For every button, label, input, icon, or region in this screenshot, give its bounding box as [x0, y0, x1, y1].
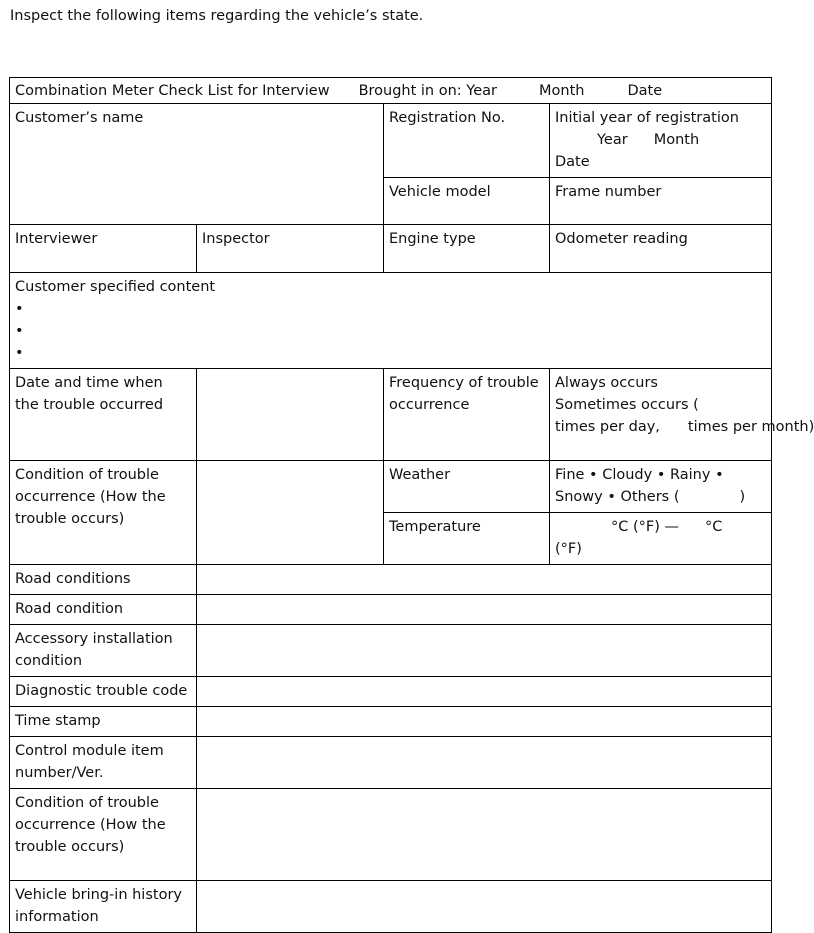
history-row — [10, 881, 772, 933]
content-bullet: • — [15, 345, 24, 361]
condition-cell — [10, 461, 197, 565]
condition-2-row — [10, 789, 772, 881]
customer-content-row — [10, 273, 772, 369]
brought-in-month: Month — [539, 83, 585, 99]
frequency-per-month: times per month) — [687, 419, 814, 435]
weather-rainy: Rainy — [670, 467, 711, 483]
weather-others: Others ( — [620, 489, 680, 505]
road-condition-value — [197, 595, 772, 625]
customer-name-label: Customer’s name — [15, 110, 144, 126]
weather-label: Weather — [389, 467, 451, 483]
condition-2-cell — [10, 789, 197, 881]
weather-cell — [384, 461, 550, 513]
accessory-cell — [10, 625, 197, 677]
interviewer-label: Interviewer — [15, 231, 98, 247]
weather-fine: Fine — [555, 467, 585, 483]
initial-year-cell — [550, 104, 772, 178]
history-cell — [10, 881, 197, 933]
frequency-label: Frequency of trouble occurrence — [389, 375, 539, 413]
control-module-label: Control module item number/Ver. — [15, 743, 164, 781]
road-condition-label: Road condition — [15, 601, 124, 617]
trouble-datetime-cell — [10, 369, 197, 461]
dtc-row — [10, 677, 772, 707]
history-label: Vehicle bring-in history information — [15, 887, 182, 925]
temperature-unit-3: (°F) — [555, 541, 582, 557]
engine-type-label: Engine type — [389, 231, 476, 247]
weather-snowy: Snowy — [555, 489, 603, 505]
customer-content-cell — [10, 273, 772, 369]
content-bullet: • — [15, 323, 24, 339]
bullet: • — [656, 467, 666, 483]
customer-row — [10, 104, 772, 178]
trouble-datetime-value — [197, 369, 384, 461]
time-stamp-row — [10, 707, 772, 737]
dtc-cell — [10, 677, 197, 707]
weather-row — [10, 461, 772, 513]
weather-cloudy: Cloudy — [602, 467, 653, 483]
road-condition-cell — [10, 595, 197, 625]
frame-number-label: Frame number — [555, 184, 662, 200]
header-row — [10, 78, 772, 104]
frequency-options-cell — [550, 369, 814, 461]
engine-type-cell — [384, 225, 550, 273]
registration-no-label: Registration No. — [389, 110, 506, 126]
trouble-time-row — [10, 369, 772, 461]
weather-others-close: ) — [739, 489, 746, 505]
condition-label: Condition of trouble occurrence (How the trouble occurs) — [15, 467, 166, 527]
temperature-cell — [384, 513, 550, 565]
initial-year-label: Initial year of registration — [555, 110, 739, 126]
road-conditions-cell — [10, 565, 197, 595]
bullet: • — [607, 489, 616, 505]
temperature-unit-2: °C — [705, 519, 723, 535]
intro-text: Inspect the following items regarding the vehicle’s state. — [10, 8, 424, 24]
vehicle-model-cell — [384, 178, 550, 225]
trouble-datetime-label: Date and time when the trouble occurred — [15, 375, 164, 413]
road-conditions-row — [10, 565, 772, 595]
accessory-value — [197, 625, 772, 677]
brought-in-date: Date — [627, 83, 663, 99]
frame-number-cell — [550, 178, 772, 225]
temperature-label: Temperature — [389, 519, 481, 535]
frequency-always: Always occurs — [555, 375, 658, 391]
initial-year-year: Year — [597, 132, 628, 148]
time-stamp-cell — [10, 707, 197, 737]
frequency-cell — [384, 369, 550, 461]
brought-in-label: Brought in on: Year — [358, 83, 497, 99]
inspector-label: Inspector — [202, 231, 270, 247]
customer-name-cell — [10, 104, 384, 225]
registration-no-cell — [384, 104, 550, 178]
form-title: Combination Meter Check List for Interview — [15, 83, 330, 99]
accessory-row — [10, 625, 772, 677]
temperature-unit-1: °C (°F) — — [611, 519, 679, 535]
frequency-sometimes: Sometimes occurs ( — [555, 397, 699, 413]
road-conditions-value — [197, 565, 772, 595]
condition-2-value — [197, 789, 772, 881]
history-value — [197, 881, 772, 933]
odometer-cell — [550, 225, 772, 273]
temperature-value-cell — [550, 513, 772, 565]
check-list-table — [9, 77, 814, 933]
initial-year-date: Date — [555, 154, 590, 170]
dtc-value — [197, 677, 772, 707]
control-module-row — [10, 737, 772, 789]
time-stamp-label: Time stamp — [15, 713, 101, 729]
control-module-value — [197, 737, 772, 789]
condition-value — [197, 461, 384, 565]
time-stamp-value — [197, 707, 772, 737]
inspector-cell — [197, 225, 384, 273]
dtc-label: Diagnostic trouble code — [15, 683, 188, 699]
road-conditions-label: Road conditions — [15, 571, 131, 587]
weather-options-cell — [550, 461, 772, 513]
bullet: • — [715, 467, 724, 483]
road-condition-row — [10, 595, 772, 625]
customer-content-label: Customer specified content — [15, 279, 216, 295]
odometer-label: Odometer reading — [555, 231, 688, 247]
accessory-label: Accessory installation condition — [15, 631, 173, 669]
staff-row — [10, 225, 772, 273]
content-bullet: • — [15, 301, 24, 317]
control-module-cell — [10, 737, 197, 789]
frequency-per-day: times per day, — [555, 419, 660, 435]
initial-year-month: Month — [653, 132, 700, 148]
vehicle-model-label: Vehicle model — [389, 184, 491, 200]
bullet: • — [589, 467, 598, 483]
interviewer-cell — [10, 225, 197, 273]
condition-2-label: Condition of trouble occurrence (How the trouble occurs) — [15, 795, 166, 855]
